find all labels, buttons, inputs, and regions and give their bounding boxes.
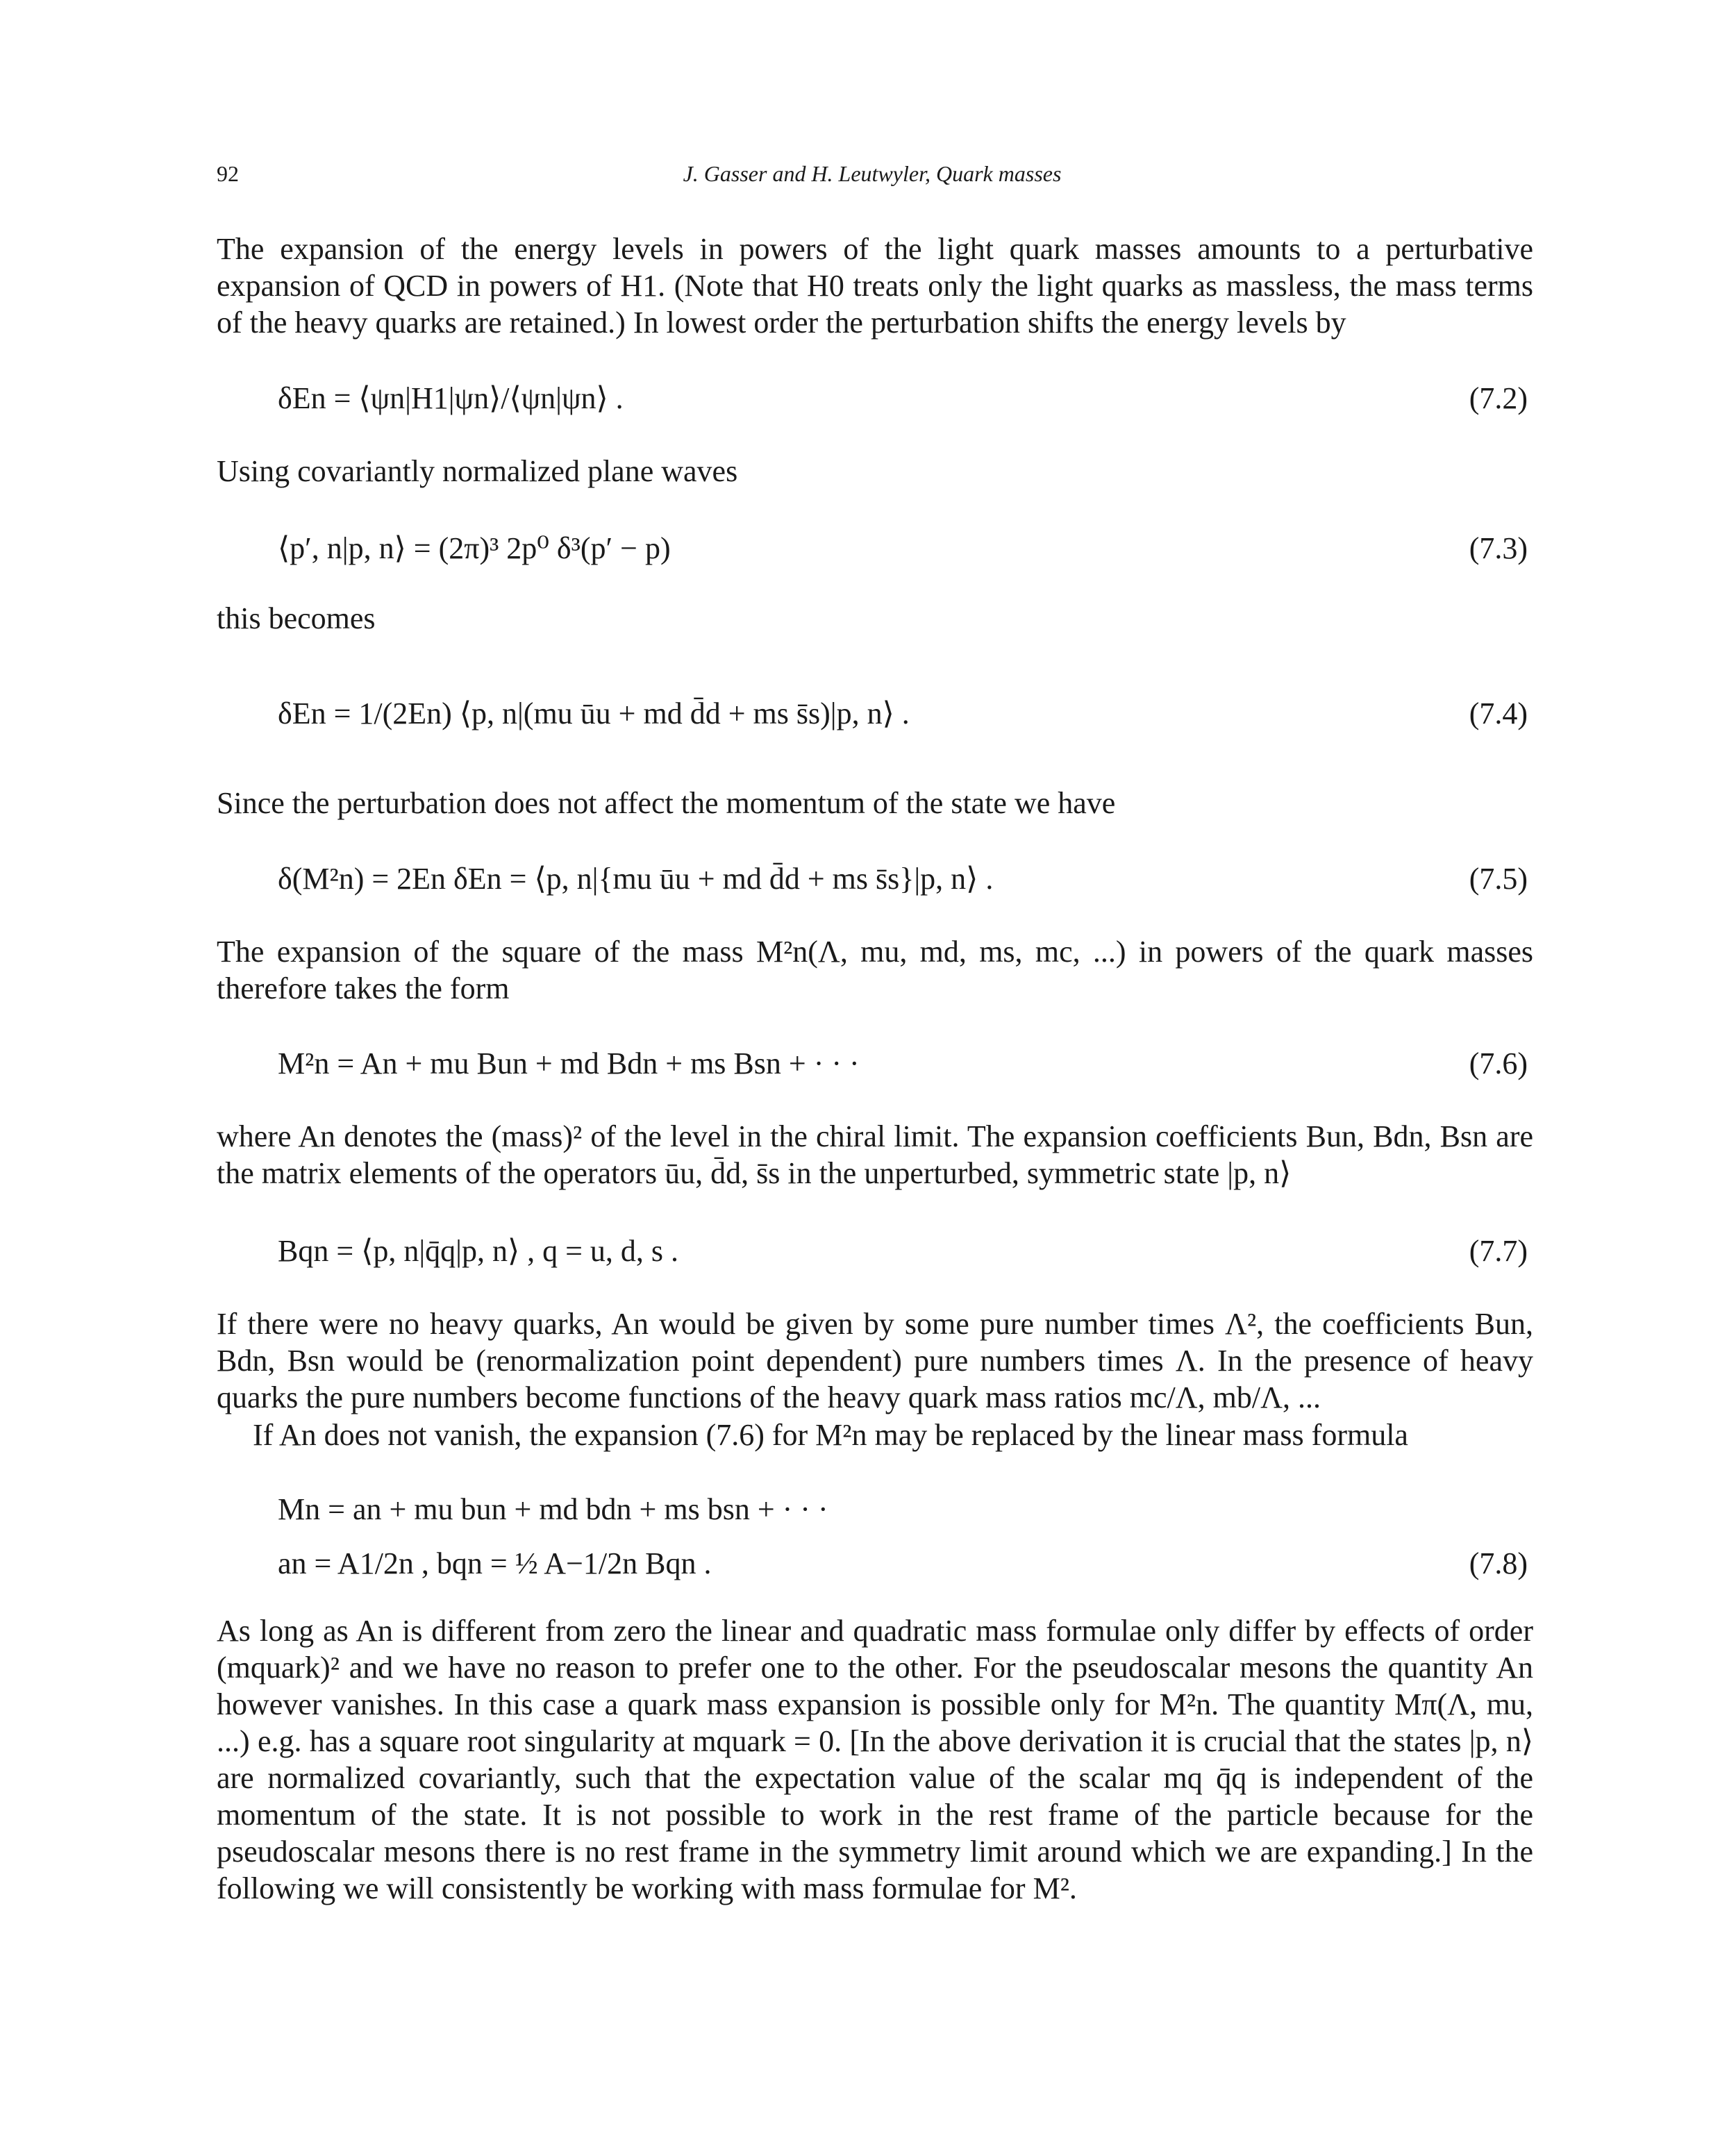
equation-number: (7.8): [1469, 1546, 1528, 1580]
equation-7-3: [278, 531, 1528, 572]
equation-body: Bqn = ⟨p, n|q̄q|p, n⟩ , q = u, d, s .: [278, 1234, 679, 1268]
page-number: 92: [217, 161, 239, 186]
equation-number: (7.2): [1469, 381, 1528, 415]
paragraph-3: this becomes: [217, 601, 376, 635]
equation-body: an = A1/2n , bqn = ½ A−1/2n Bqn .: [278, 1546, 712, 1580]
paragraph-2: Using covariantly normalized plane waves: [217, 454, 738, 488]
equation-number: (7.4): [1469, 696, 1528, 730]
equation-7-8-line-2: [278, 1546, 1528, 1587]
equation-body: δ(M²n) = 2En δEn = ⟨p, n|{mu ūu + md d̄d + ms s̄s}|p, n⟩ .: [278, 862, 994, 896]
equation-body: ⟨p′, n|p, n⟩ = (2π)³ 2p⁰ δ³(p′ − p): [278, 531, 671, 565]
running-title: J. Gasser and H. Leutwyler, Quark masses: [683, 161, 1062, 186]
paragraph-7: If there were no heavy quarks, An would be given by some pure number times Λ², the coefficients Bun, Bdn, Bsn would be (renormalization point dependent) pure numbers times Λ. In the presence of heavy quarks the pure numbers become functions of the heavy quark mass ratios mc/Λ, mb/Λ, ...: [217, 1307, 1533, 1414]
equation-7-5: [278, 861, 1528, 903]
equation-7-8-line-1: [278, 1492, 1528, 1533]
equation-number: (7.6): [1469, 1046, 1528, 1080]
equation-7-4: [278, 696, 1528, 737]
paragraph-6: where An denotes the (mass)² of the level in the chiral limit. The expansion coefficients Bun, Bdn, Bsn are the matrix elements of the operators ūu, d̄d, s̄s in the unperturbed, symmetric state |p, n⟩: [217, 1119, 1533, 1190]
paragraph-5: The expansion of the square of the mass M²n(Λ, mu, md, ms, mc, ...) in powers of the quark masses therefore takes the form: [217, 935, 1533, 1005]
equation-7-6: [278, 1046, 1528, 1087]
paragraph-9: As long as An is different from zero the linear and quadratic mass formulae only differ by effects of order (mquark)² and we have no reason to prefer one to the other. For the pseudoscalar mesons the quantity An however vanishes. In this case a quark mass expansion is possible only for M²n. The quantity Mπ(Λ, mu, ...) e.g. has a square root singularity at mquark = 0. [In the above derivation it is crucial that the states |p, n⟩ are normalized covariantly, such that the expectation value of the scalar mq q̄q is independent of the momentum of the state. It is not possible to work in the rest frame of the particle because for the pseudoscalar mesons there is no rest frame in the symmetry limit around which we are expanding.] In the following we will consistently be working with mass formulae for M².: [217, 1614, 1533, 1905]
paragraph-1: The expansion of the energy levels in powers of the light quark masses amounts to a perturbative expansion of QCD in powers of H1. (Note that H0 treats only the light quarks as massless, the mass terms of the heavy quarks are retained.) In lowest order the perturbation shifts the energy levels by: [217, 232, 1533, 340]
equation-number: (7.7): [1469, 1234, 1528, 1268]
paragraph-8: If An does not vanish, the expansion (7.6) for M²n may be replaced by the linear mass formula: [253, 1418, 1408, 1452]
paragraph-4: Since the perturbation does not affect the momentum of the state we have: [217, 786, 1116, 820]
equation-7-2: [278, 381, 1528, 422]
equation-body: δEn = 1/(2En) ⟨p, n|(mu ūu + md d̄d + ms s̄s)|p, n⟩ .: [278, 696, 910, 730]
equation-7-7: [278, 1233, 1528, 1275]
equation-body: Mn = an + mu bun + md bdn + ms bsn + · · ·: [278, 1492, 828, 1526]
running-head: [217, 161, 1528, 189]
equation-number: (7.3): [1469, 531, 1528, 565]
equation-body: M²n = An + mu Bun + md Bdn + ms Bsn + · · ·: [278, 1046, 860, 1080]
equation-body: δEn = ⟨ψn|H1|ψn⟩/⟨ψn|ψn⟩ .: [278, 381, 624, 415]
equation-number: (7.5): [1469, 862, 1528, 896]
